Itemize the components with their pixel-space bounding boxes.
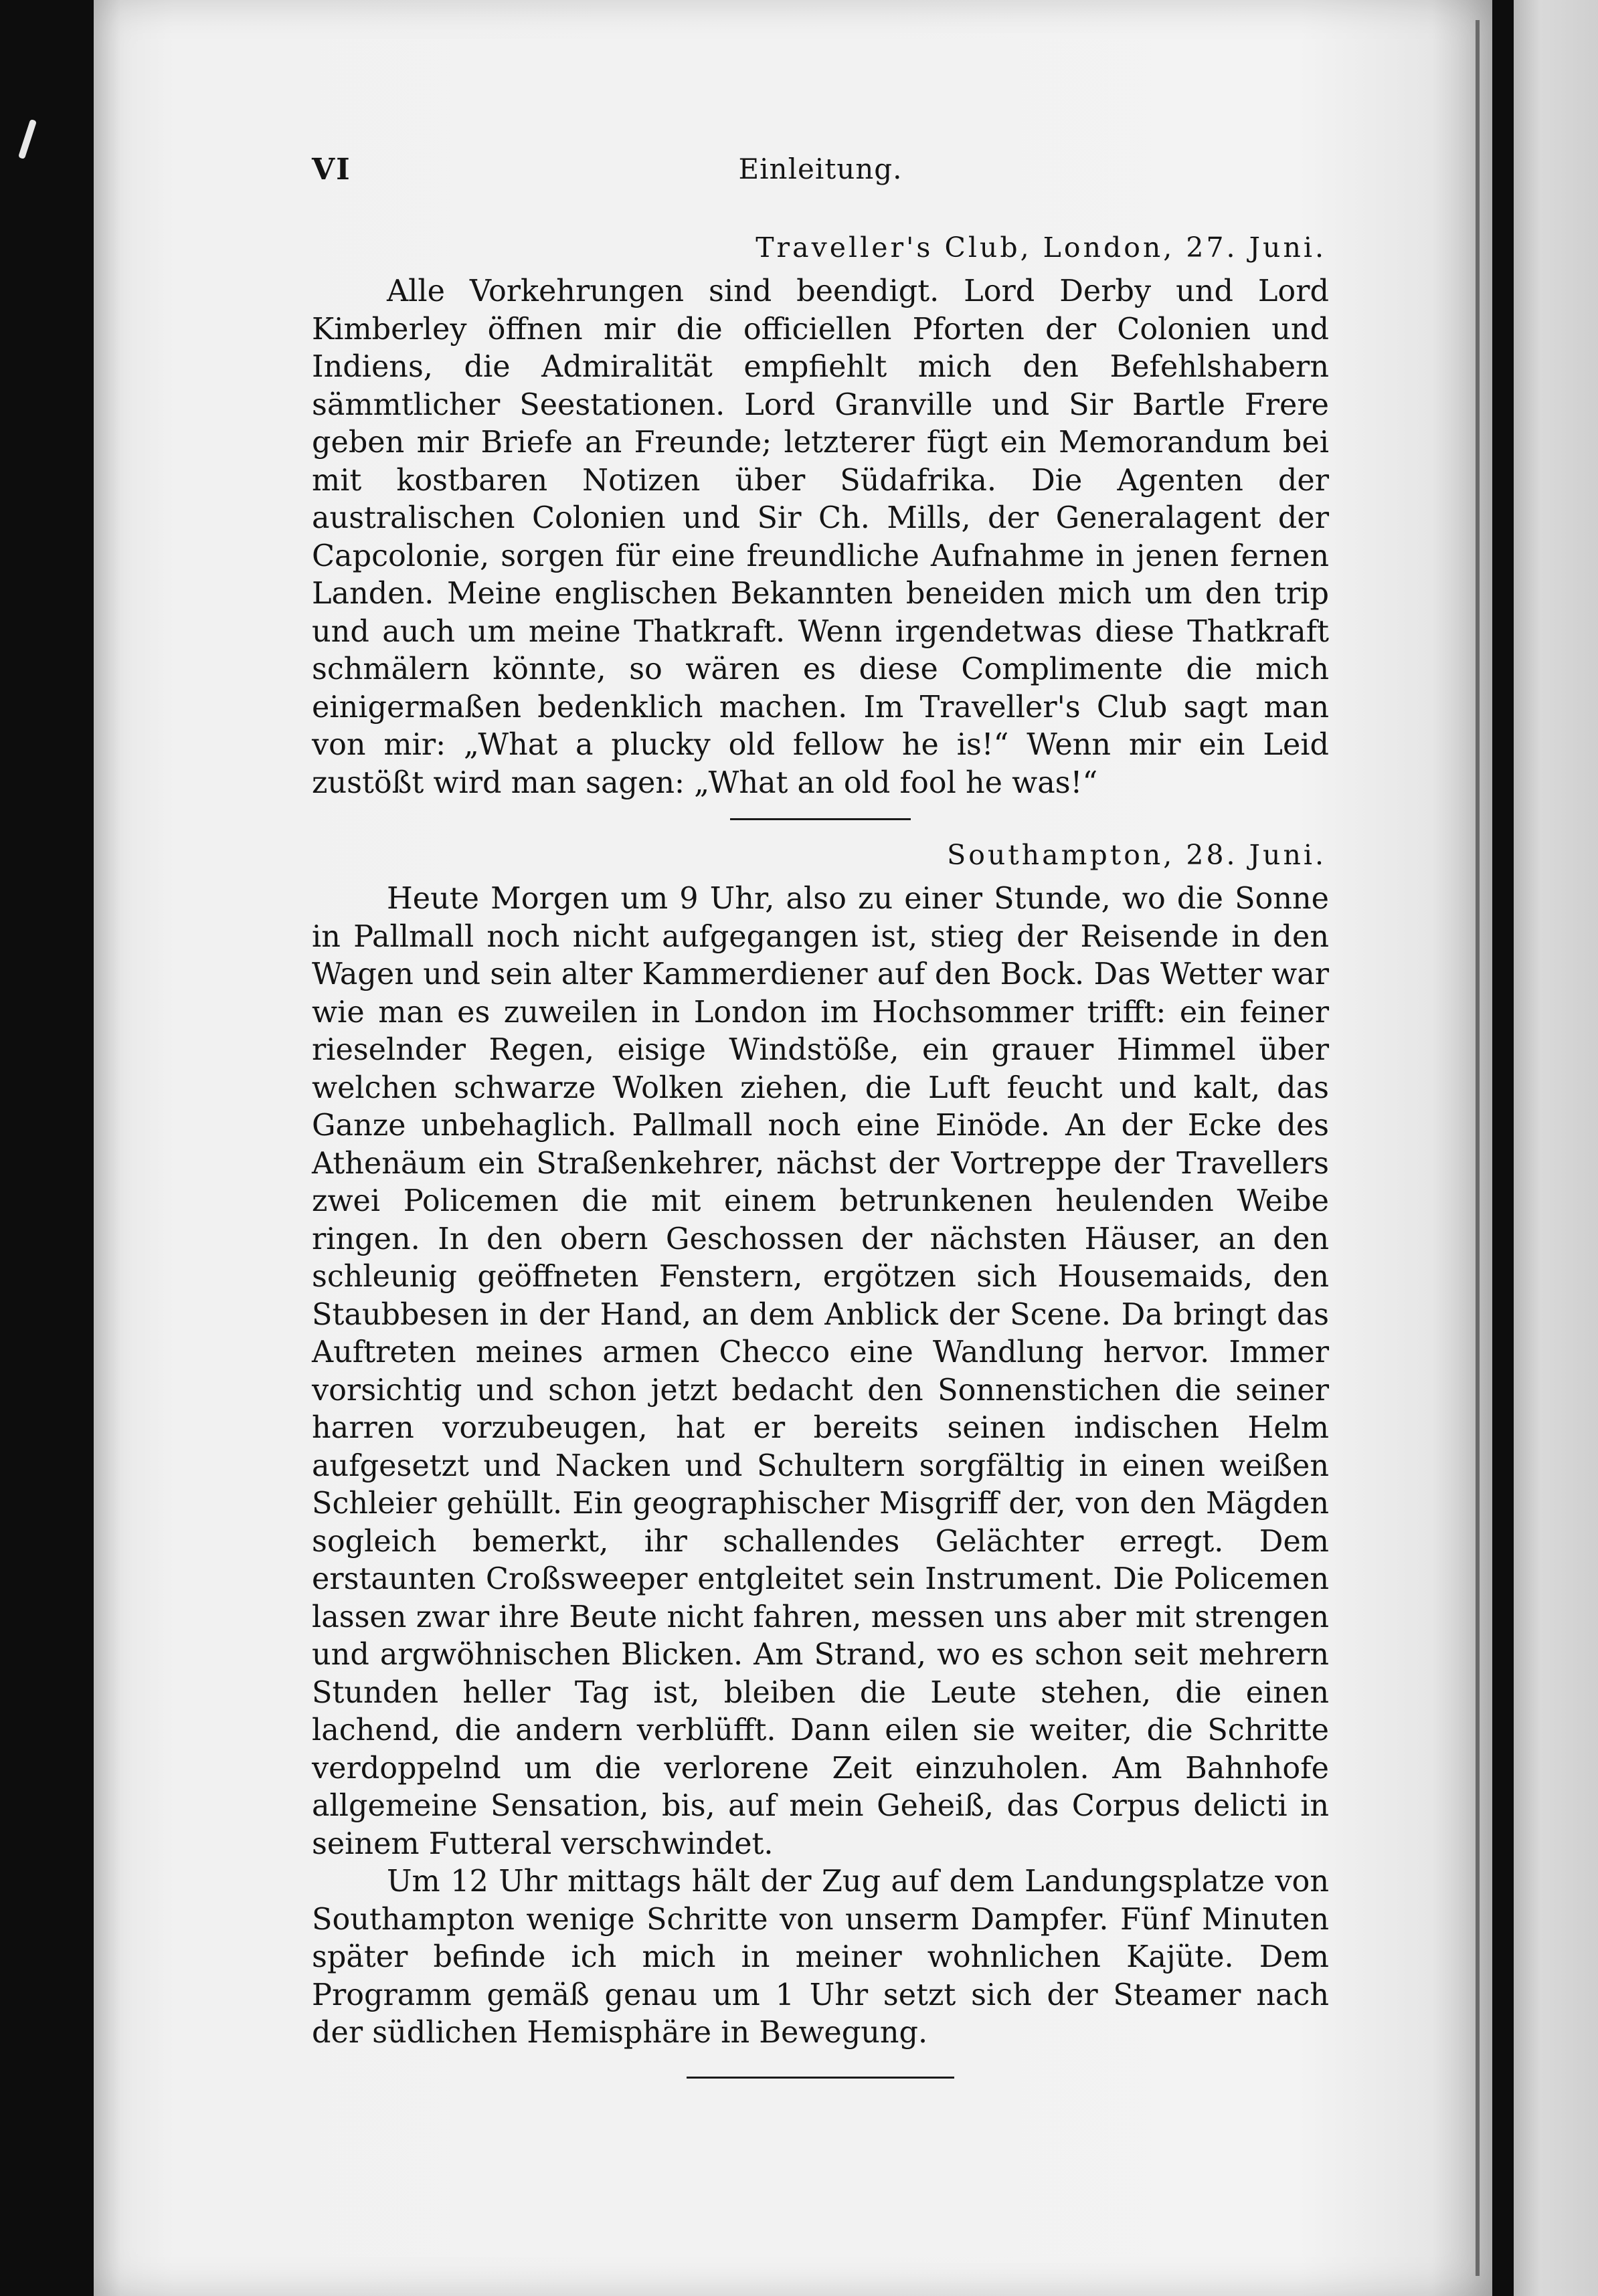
- page-text-block: [312, 146, 1329, 2079]
- paragraph-london: Alle Vorkehrungen sind beendigt. Lord Derby und Lord Kimberley öffnen mir die officiellen Pforten der Colonien und Indiens, die Admiralität empfiehlt mich den Befehlshabern sämmtlicher Seestationen. Lord Granville und Sir Bartle Frere geben mir Briefe an Freunde; letzterer fügt ein Memorandum bei mit kostbaren Notizen über Südafrika. Die Agenten der australischen Colonien und Sir Ch. Mills, der Generalagent der Capcolonie, sorgen für eine freundliche Aufnahme in jenen fernen Landen. Meine englischen Bekannten beneiden mich um den trip und auch um meine Thatkraft. Wenn irgendetwas diese Thatkraft schmälern könnte, so wären es diese Complimente die mich einigermaßen bedenklich machen. Im Traveller's Club sagt man von mir: „What a plucky old fellow he is!“ Wenn mir ein Leid zustößt wird man sagen: „What an old fool he was!“: [312, 274, 1329, 800]
- margin-pencil-mark: [18, 119, 37, 159]
- adjacent-page-edge: [1514, 0, 1598, 2296]
- end-divider: [687, 2077, 954, 2079]
- paragraph-southampton-1: Heute Morgen um 9 Uhr, also zu einer Stunde, wo die Sonne in Pallmall noch nicht aufgegangen ist, stieg der Reisende in den Wagen und sein alter Kammerdiener auf den Bock. Das Wetter war wie man es zuweilen in London im Hochsommer trifft: ein feiner rieselnder Regen, eisige Windstöße, ein grauer Himmel über welchen schwarze Wolken ziehen, die Luft feucht und kalt, das Ganze unbehaglich. Pallmall noch eine Einöde. An der Ecke des Athenäum ein Straßenkehrer, nächst der Vortreppe der Travellers zwei Policemen die mit einem betrunkenen heulenden Weibe ringen. In den obern Geschossen der nächsten Häuser, an den schleunig geöffneten Fenstern, ergötzen sich Housemaids, den Staubbesen in der Hand, an dem Anblick der Scene. Da bringt das Auftreten meines armen Checco eine Wandlung hervor. Immer vorsichtig und schon jetzt bedacht den Sonnenstichen die seiner harren vorzubeugen, hat er bereits seinen indischen Helm aufgesetzt und Nacken und Schultern sorgfältig in einen weißen Schleier gehüllt. Ein geographischer Misgriff der, von den Mägden sogleich bemerkt, ihr schallendes Gelächter erregt. Dem erstaunten Croßsweeper entgleitet sein Instrument. Die Policemen lassen zwar ihre Beute nicht fahren, messen uns aber mit strengen und argwöhnischen Blicken. Am Strand, wo es schon seit mehrern Stunden heller Tag ist, bleiben die Leute stehen, die einen lachend, die andern verblüfft. Dann eilen sie weiter, die Schritte verdoppelnd um die verlorene Zeit einzuholen. Am Bahnhofe allgemeine Sensation, bis, auf mein Geheiß, das Corpus delicti in seinem Futteral verschwindet.: [312, 882, 1329, 1861]
- page-edge-line: [1476, 20, 1480, 2276]
- page-number: VI: [312, 153, 351, 187]
- paragraph-southampton-2: Um 12 Uhr mittags hält der Zug auf dem Landungsplatze von Southampton wenige Schritte von unserm Dampfer. Fünf Minuten später befinde ich mich in meiner wohnlichen Kajüte. Dem Programm gemäß genau um 1 Uhr setzt sich der Steamer nach der südlichen Hemisphäre in Bewegung.: [312, 1864, 1329, 2050]
- dateline-london: Traveller's Club, London, 27. Juni.: [756, 231, 1326, 264]
- running-head: [312, 146, 1329, 193]
- section-divider: [730, 818, 911, 820]
- dateline-southampton: Southampton, 28. Juni.: [947, 839, 1326, 871]
- running-head-title: Einleitung.: [738, 153, 903, 185]
